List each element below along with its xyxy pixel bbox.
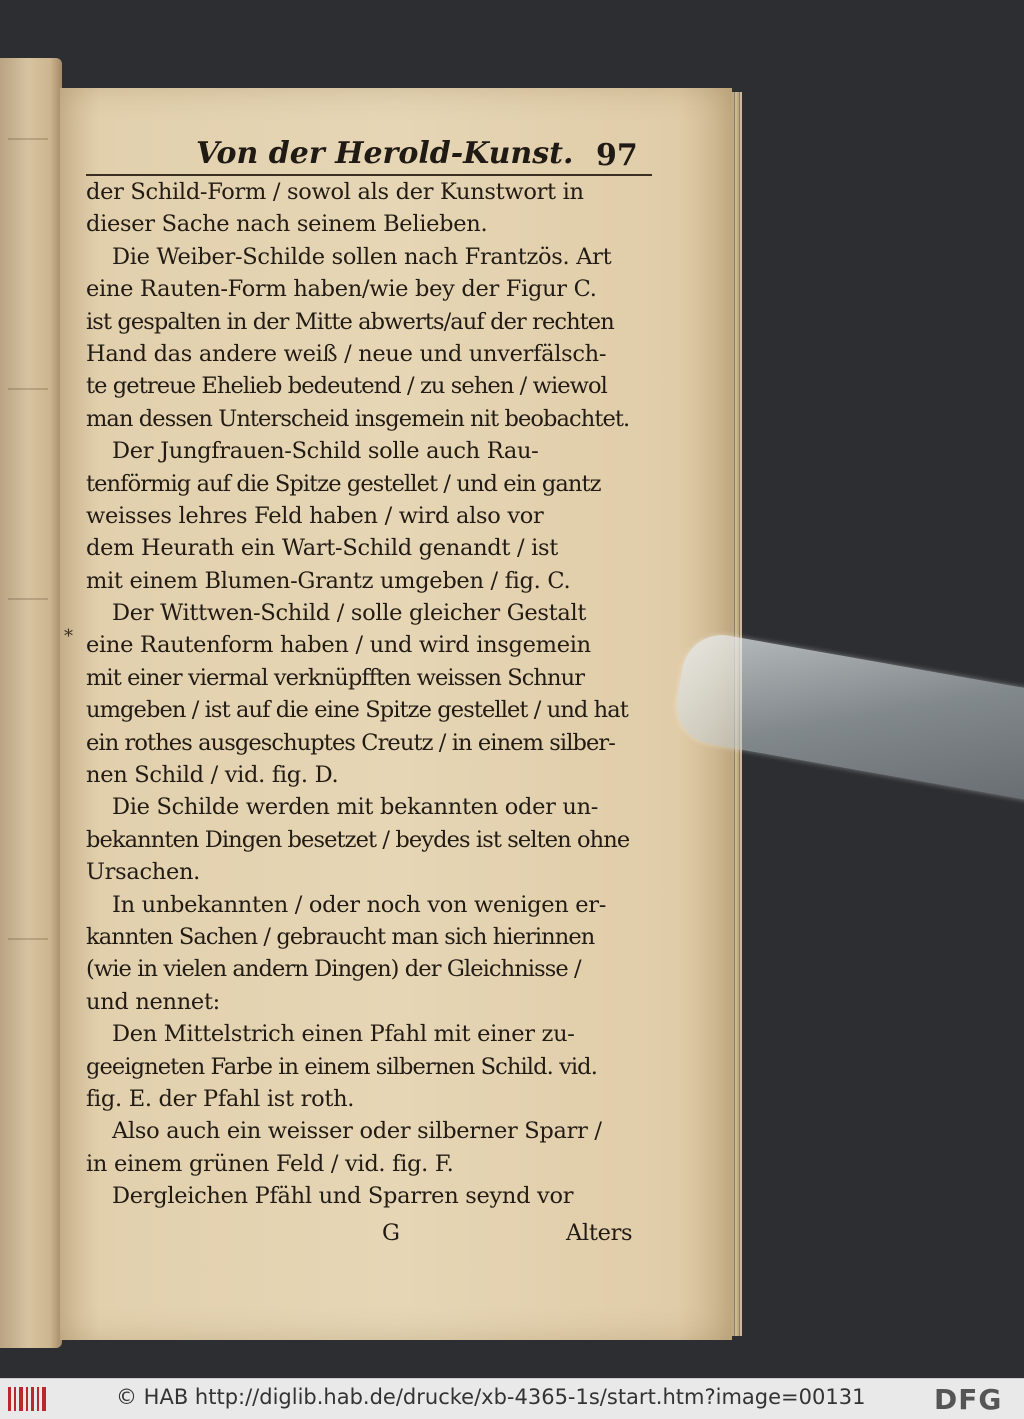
text-line: eine Rautenform haben / und wird insgemein bbox=[86, 632, 591, 659]
page-foot bbox=[86, 1215, 656, 1255]
copyright-link[interactable]: © HAB http://diglib.hab.de/drucke/xb-4365-1s/start.htm?image=00131 bbox=[116, 1385, 866, 1409]
text-line: man dessen Unterscheid insgemein nit beobachtet. bbox=[86, 405, 630, 432]
text-line: Die Schilde werden mit bekannten oder un- bbox=[112, 794, 599, 821]
text-line: umgeben / ist auf die eine Spitze gestellet / und hat bbox=[86, 697, 628, 724]
text-line: Hand das andere weiß / neue und unverfälsch- bbox=[86, 340, 607, 367]
text-line: dem Heurath ein Wart-Schild genandt / ist bbox=[86, 535, 559, 562]
text-line: weisses lehres Feld haben / wird also vor bbox=[86, 502, 544, 529]
text-line: bekannten Dingen besetzet / beydes ist selten ohne bbox=[86, 826, 630, 853]
dfg-logo: DFG bbox=[934, 1383, 1003, 1416]
text-line: fig. E. der Pfahl ist roth. bbox=[86, 1085, 355, 1112]
running-head-title: Von der Herold-Kunst. bbox=[196, 136, 574, 171]
text-line: ein rothes ausgeschuptes Creutz / in einem silber- bbox=[86, 729, 615, 756]
margin-mark: * bbox=[64, 626, 73, 647]
text-line: Der Jungfrauen-Schild solle auch Rau- bbox=[112, 438, 539, 465]
catchword: Alters bbox=[566, 1219, 633, 1246]
text-line: Die Weiber-Schilde sollen nach Frantzös. Art bbox=[112, 243, 612, 270]
text-line: Den Mittelstrich einen Pfahl mit einer zu- bbox=[112, 1021, 575, 1048]
text-line: Dergleichen Pfähl und Sparren seynd vor bbox=[112, 1183, 574, 1210]
text-line: und nennet: bbox=[86, 988, 220, 1015]
running-header bbox=[196, 136, 656, 172]
text-line: tenförmig auf die Spitze gestellet / und ein gantz bbox=[86, 470, 601, 497]
text-line: ist gespalten in der Mitte abwerts/auf der rechten bbox=[86, 308, 614, 335]
text-line: mit einem Blumen-Grantz umgeben / fig. C. bbox=[86, 567, 571, 594]
facing-page-edge bbox=[0, 58, 62, 1348]
text-line: geeigneten Farbe in einem silbernen Schild. vid. bbox=[86, 1053, 597, 1080]
text-line: In unbekannten / oder noch von wenigen er- bbox=[112, 891, 607, 918]
hab-barcode-logo bbox=[8, 1387, 48, 1411]
text-line: nen Schild / vid. fig. D. bbox=[86, 762, 339, 789]
text-line: Ursachen. bbox=[86, 859, 201, 886]
text-line: mit einer viermal verknüpfften weissen Schnur bbox=[86, 664, 585, 691]
text-line: kannten Sachen / gebraucht man sich hierinnen bbox=[86, 923, 595, 950]
signature-mark: G bbox=[382, 1219, 400, 1246]
text-line: in einem grünen Feld / vid. fig. F. bbox=[86, 1150, 454, 1177]
text-line: te getreue Ehelieb bedeutend / zu sehen / wiewol bbox=[86, 373, 607, 400]
viewer-footer bbox=[0, 1378, 1024, 1419]
text-line: der Schild-Form / sowol als der Kunstwort in bbox=[86, 179, 584, 205]
page-number: 97 bbox=[596, 138, 638, 173]
text-line: Also auch ein weisser oder silberner Sparr / bbox=[112, 1118, 602, 1145]
page-body bbox=[86, 176, 656, 1255]
text-line: (wie in vielen andern Dingen) der Gleichnisse / bbox=[86, 956, 581, 983]
text-line: dieser Sache nach seinem Belieben. bbox=[86, 211, 488, 238]
text-line: Der Wittwen-Schild / solle gleicher Gestalt bbox=[112, 600, 587, 627]
text-line: eine Rauten-Form haben/wie bey der Figur C. bbox=[86, 276, 597, 303]
